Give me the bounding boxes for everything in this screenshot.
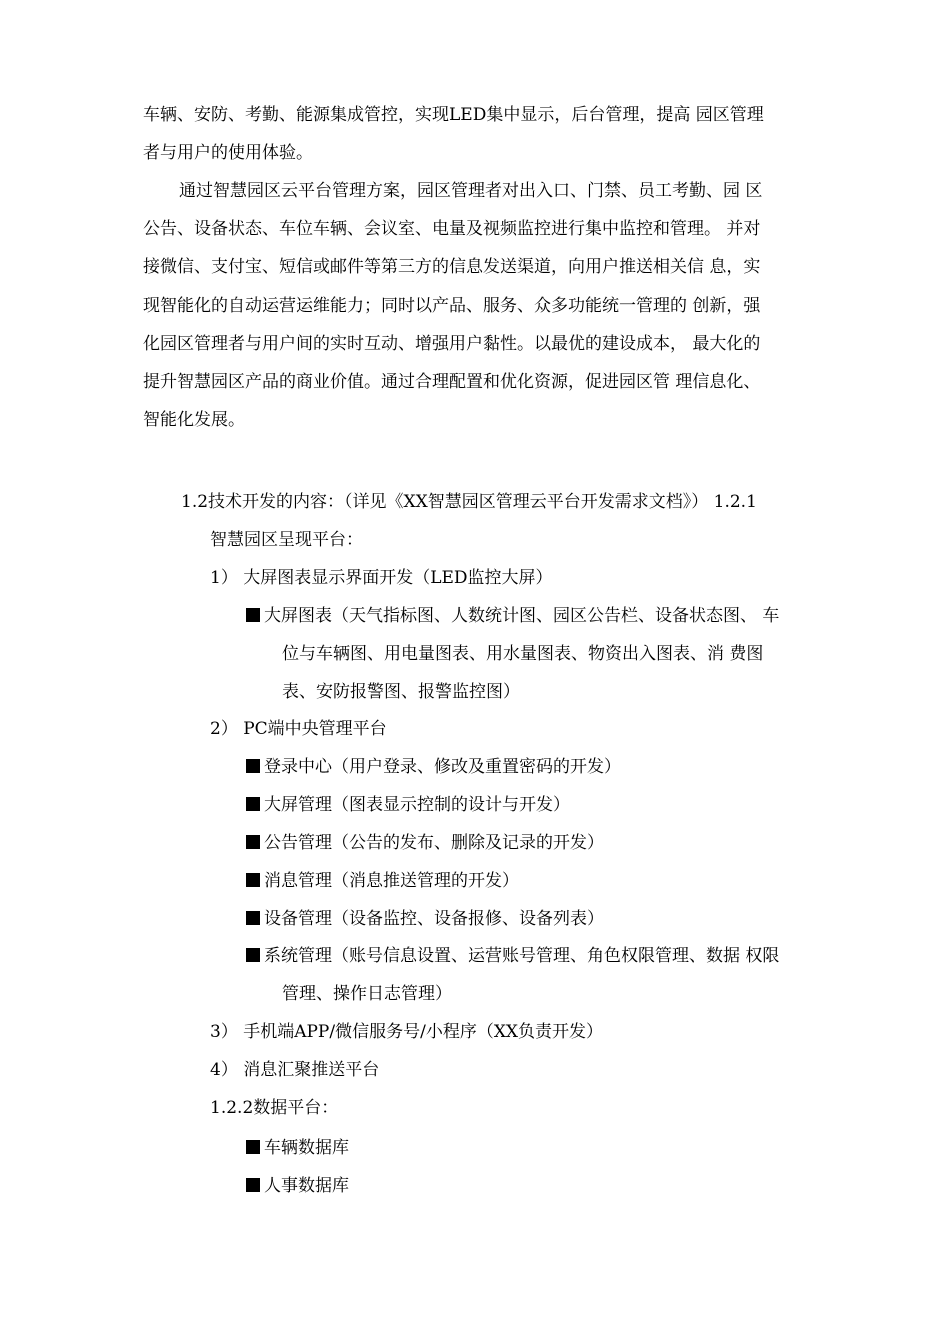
item-1-bullet-line-1: 大屏图表（天气指标图、人数统计图、园区公告栏、设备状态图、 车 [246, 604, 779, 628]
item-1-label: 1） 大屏图表显示界面开发（LED监控大屏） [210, 568, 553, 588]
intro-p1-line-2: 者与用户的使用体验。 [143, 143, 313, 163]
intro-p2-line-4: 现智能化的自动运营运维能力；同时以产品、服务、众多功能统一管理的 创新，强 [143, 296, 761, 316]
item-2-bullet-notice: 公告管理（公告的发布、删除及记录的开发） [246, 831, 604, 855]
item-2-bullet-device: 设备管理（设备监控、设备报修、设备列表） [246, 907, 604, 931]
square-bullet-icon [246, 1178, 260, 1192]
section-1-2-heading-line-1: 1.2技术开发的内容：（详见《XX智慧园区管理云平台开发需求文档》） 1.2.1 [181, 492, 757, 512]
item-2-bullet-message: 消息管理（消息推送管理的开发） [246, 869, 519, 893]
item-4-label: 4） 消息汇聚推送平台 [210, 1060, 380, 1080]
intro-p2-line-3: 接微信、支付宝、短信或邮件等第三方的信息发送渠道，向用户推送相关信 息，实 [143, 257, 761, 277]
data-platform-bullet-personnel: 人事数据库 [246, 1174, 349, 1198]
square-bullet-icon [246, 797, 260, 811]
item-1-bullet-line-2: 位与车辆图、用电量图表、用水量图表、物资出入图表、消 费图 [282, 644, 764, 664]
square-bullet-icon [246, 1140, 260, 1154]
square-bullet-icon [246, 759, 260, 773]
item-2-bullet-system-line-2: 管理、操作日志管理） [282, 984, 452, 1004]
data-platform-bullet-vehicle: 车辆数据库 [246, 1136, 349, 1160]
item-2-label: 2） PC端中央管理平台 [210, 719, 387, 739]
intro-p2-line-6: 提升智慧园区产品的商业价值。通过合理配置和优化资源，促进园区管 理信息化、 [143, 372, 761, 392]
square-bullet-icon [246, 911, 260, 925]
item-2-bullet-login: 登录中心（用户登录、修改及重置密码的开发） [246, 755, 621, 779]
item-2-bullet-system-line-1: 系统管理（账号信息设置、运营账号管理、角色权限管理、数据 权限 [246, 944, 779, 968]
section-1-2-heading-line-2: 智慧园区呈现平台： [210, 530, 363, 550]
square-bullet-icon [246, 873, 260, 887]
square-bullet-icon [246, 608, 260, 622]
square-bullet-icon [246, 835, 260, 849]
square-bullet-icon [246, 948, 260, 962]
intro-p2-line-1: 通过智慧园区云平台管理方案，园区管理者对出入口、门禁、员工考勤、园 区 [179, 181, 763, 201]
item-1-bullet-line-3: 表、安防报警图、报警监控图） [282, 682, 520, 702]
item-2-bullet-screen: 大屏管理（图表显示控制的设计与开发） [246, 793, 570, 817]
intro-p2-line-2: 公告、设备状态、车位车辆、会议室、电量及视频监控进行集中监控和管理。 并对 [143, 219, 761, 239]
intro-p2-line-5: 化园区管理者与用户间的实时互动、增强用户黏性。以最优的建设成本， 最大化的 [143, 334, 761, 354]
data-platform-heading: 1.2.2数据平台： [210, 1098, 339, 1118]
intro-p1-line-1: 车辆、安防、考勤、能源集成管控，实现LED集中显示，后台管理，提高 园区管理 [143, 105, 764, 125]
item-3-label: 3） 手机端APP/微信服务号/小程序（XX负责开发） [210, 1022, 604, 1042]
intro-p2-line-7: 智能化发展。 [143, 410, 245, 430]
